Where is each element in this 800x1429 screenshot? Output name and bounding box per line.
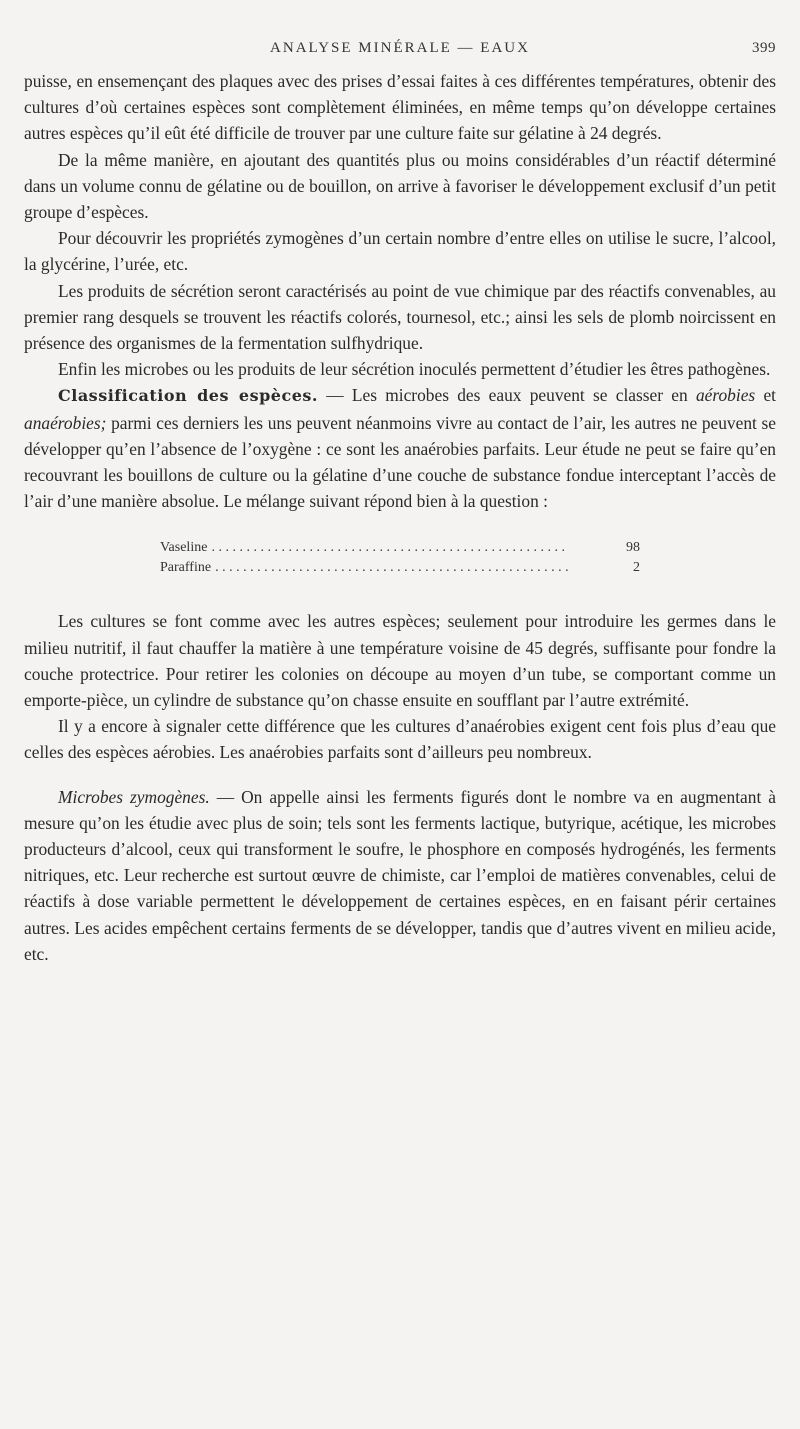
- ingredient-value: 2: [633, 560, 640, 576]
- page: [24, 36, 776, 967]
- paragraph: Enfin les microbes ou les produits de leur sécrétion inoculés permettent d’étudier les êtres pathogènes.: [58, 359, 771, 380]
- section-heading-classification: Classification des espèces.: [58, 386, 318, 406]
- zymogenes-paragraph: [24, 784, 776, 967]
- ingredient-name: Vaseline: [160, 540, 208, 556]
- term-aerobies: aérobies: [695, 385, 756, 406]
- ingredient-name: Paraffine: [160, 560, 212, 576]
- ingredient-value: 98: [626, 540, 640, 556]
- text-span: parmi ces derniers les uns peuvent néanmoins vivre au contact de l’air, les autres ne peuvent se développer qu’en l’absence de l’oxygène : ce sont les anaérobies parfaits. Leur étude ne peut se faire qu’en recouvrant les bouillons de culture ou la gélatine d’une couche de substance fondue interceptant l’accès de l’air d’une manière absolue. Le mélange suivant répond bien à la question :: [24, 412, 776, 512]
- text-span: — Les microbes des eaux peuvent se classer en: [317, 385, 696, 406]
- text-span: et: [755, 385, 776, 406]
- body-text: [24, 68, 776, 967]
- text-span: — On appelle ainsi les ferments figurés dont le nombre va en augmentant à mesure qu’on les étudie avec plus de soin; tels sont les ferments lactique, butyrique, acétique, les microbes producteurs d’alcool, ceux qui transforment le soufre, le phosphore en composés hydrogénés, les ferments nitriques, etc. Leur recherche est surtout œuvre de chimiste, car l’emploi de matières convenables, celui de réactifs à dose variable permettent le développement de certaines espèces, en en faisant périr certaines autres. Les acides empêchent certains ferments de se développer, tandis que d’autres vivent en milieu acide, etc.: [24, 786, 776, 964]
- paragraph: Pour découvrir les propriétés zymogènes d’un certain nombre d’entre elles on utilise le sucre, l’alcool, la glycérine, l’urée, etc.: [24, 228, 776, 275]
- term-anaerobies: anaérobies;: [24, 412, 107, 433]
- table-row: [160, 558, 640, 578]
- running-title: ANALYSE MINÉRALE — EAUX: [270, 40, 530, 56]
- paragraph: Les produits de sécrétion seront caractérisés au point de vue chimique par des réactifs convenables, au premier rang desquels se trouvent les réactifs colorés, tournesol, etc.; ainsi les sels de plomb noircissent en présence des organismes de la fermentation sulfhydrique.: [24, 280, 776, 354]
- paragraph: puisse, en ensemençant des plaques avec des prises d’essai faites à ces différentes températures, obtenir des cultures d’où certaines espèces sont complètement éliminées, en même temps qu’on développe certaines autres espèces qu’il eût été difficile de trouver par une culture faite sur gélatine à 24 degrés.: [24, 71, 776, 144]
- paragraph: Il y a encore à signaler cette différence que les cultures d’anaérobies exigent cent fois plus d’eau que celles des espèces aérobies. Les anaérobies parfaits sont d’ailleurs peu nombreux.: [24, 716, 776, 763]
- paragraph: Les cultures se font comme avec les autres espèces; seulement pour introduire les germes dans le milieu nutritif, il faut chauffer la matière à une température voisine de 45 degrés, suffisante pour fondre la couche protectrice. Pour retirer les colonies on découpe au moyen d’un tube, se comportant comme un emporte-pièce, un cylindre de substance qu’on chasse ensuite en soufflant par l’autre extrémité.: [24, 611, 776, 711]
- leader-dots: ...................................................: [215, 560, 573, 576]
- paragraph: De la même manière, en ajoutant des quantités plus ou moins considérables d’un réactif déterminé dans un volume connu de gélatine ou de bouillon, on arrive à favoriser le développement exclusif d’un petit groupe d’espèces.: [24, 149, 776, 223]
- running-header: [24, 36, 776, 68]
- spacer: [24, 766, 776, 784]
- page-number: 399: [752, 40, 776, 56]
- section-heading-zymogenes: Microbes zymogènes.: [58, 786, 210, 807]
- mixture-table: [160, 538, 640, 578]
- classification-paragraph: [24, 382, 776, 514]
- leader-dots: ...................................................: [211, 540, 569, 556]
- table-row: [160, 538, 640, 558]
